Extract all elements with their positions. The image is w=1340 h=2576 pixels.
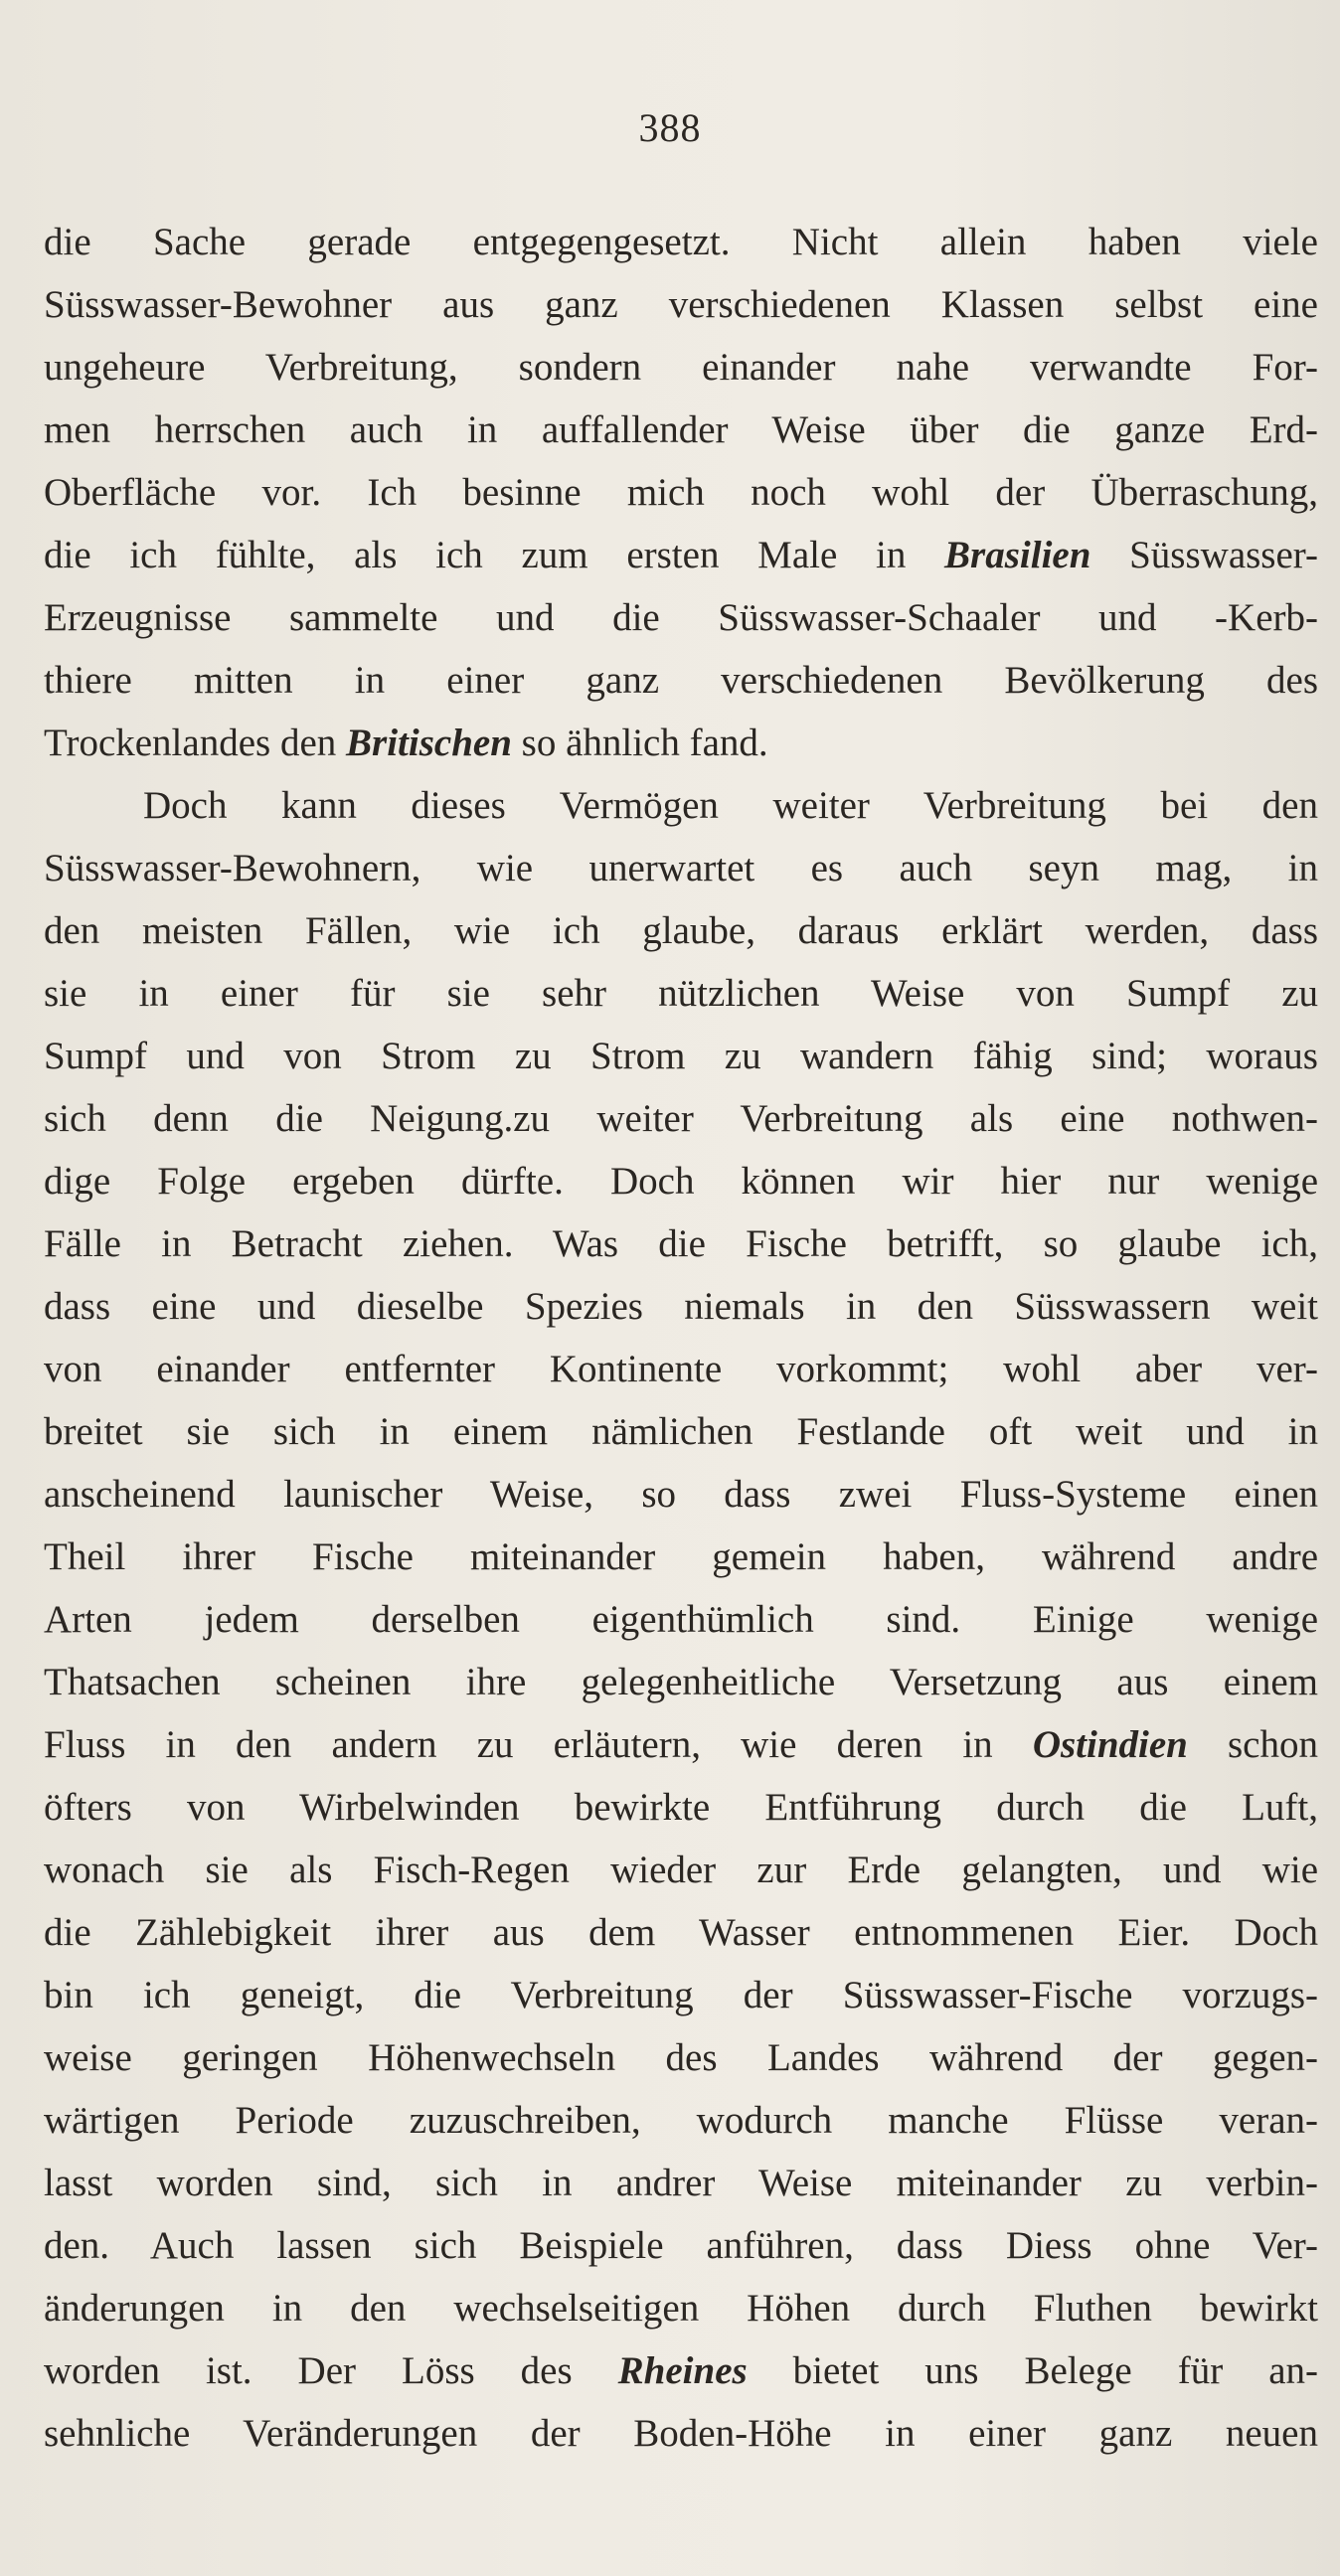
text-segment: Erzeugnisse sammelte und die Süsswasser-Schaaler und -Kerb- (44, 596, 1318, 639)
text-line (44, 712, 1318, 774)
text-line (44, 211, 1318, 273)
text-segment: von einander entfernter Kontinente vorkommt; wohl aber ver- (44, 1348, 1318, 1390)
text-segment: thiere mitten in einer ganz verschiedenen Bevölkerung des (44, 659, 1318, 702)
text-segment: sich denn die Neigung.zu weiter Verbreitung als eine nothwen- (44, 1097, 1318, 1140)
text-segment: Arten jedem derselben eigenthümlich sind. Einige wenige (44, 1598, 1318, 1641)
text-line (44, 2026, 1318, 2089)
text-line (44, 2402, 1318, 2465)
text-line (44, 1776, 1318, 1839)
text-segment: wonach sie als Fisch-Regen wieder zur Erde gelangten, und wie (44, 1849, 1318, 1891)
page-number: 388 (638, 105, 702, 150)
text-line (44, 1338, 1318, 1400)
text-line (44, 1212, 1318, 1275)
text-segment: Sumpf und von Strom zu Strom zu wandern fähig sind; woraus (44, 1035, 1318, 1077)
text-segment: öfters von Wirbelwinden bewirkte Entführung durch die Luft, (44, 1786, 1318, 1829)
text-segment: dige Folge ergeben dürfte. Doch können wir hier nur wenige (44, 1160, 1318, 1203)
text-segment: men herrschen auch in auffallender Weise über die ganze Erd- (44, 408, 1318, 451)
text-segment: sehnliche Veränderungen der Boden-Höhe in einer ganz neuen (44, 2412, 1318, 2455)
text-segment: Trockenlandes den (44, 722, 347, 764)
text-line (44, 2152, 1318, 2214)
text-segment: die ich fühlte, als ich zum ersten Male in (44, 534, 945, 576)
text-line (44, 1901, 1318, 1964)
text-line (44, 586, 1318, 649)
text-line (44, 2089, 1318, 2152)
text-line (44, 1463, 1318, 1526)
text-segment: bietet uns Belege für an- (747, 2349, 1318, 2392)
italic-term: Britischen (346, 722, 512, 764)
text-segment: den. Auch lassen sich Beispiele anführen, dass Diess ohne Ver- (44, 2224, 1318, 2267)
text-segment: so ähnlich fand. (511, 722, 768, 764)
text-line (44, 2277, 1318, 2339)
text-segment: Fälle in Betracht ziehen. Was die Fische betrifft, so glaube ich, (44, 1222, 1318, 1265)
text-segment: Süsswasser- (1090, 534, 1318, 576)
text-segment: schon (1187, 1723, 1318, 1766)
italic-term: Rheines (617, 2349, 748, 2392)
italic-term: Ostindien (1032, 1723, 1188, 1766)
text-line (44, 1964, 1318, 2026)
text-segment: Süsswasser-Bewohnern, wie unerwartet es auch seyn mag, in (44, 847, 1318, 889)
text-line (44, 2339, 1318, 2402)
text-line (44, 1025, 1318, 1087)
italic-term: Brasilien (944, 534, 1091, 576)
text-line (44, 774, 1318, 837)
text-line (44, 399, 1318, 461)
text-segment: worden ist. Der Löss des (44, 2349, 618, 2392)
text-segment: bin ich geneigt, die Verbreitung der Süsswasser-Fische vorzugs- (44, 1974, 1318, 2016)
text-line (44, 461, 1318, 524)
text-line (44, 524, 1318, 586)
text-segment: Fluss in den andern zu erläutern, wie deren in (44, 1723, 1033, 1766)
text-segment: Thatsachen scheinen ihre gelegenheitliche Versetzung aus einem (44, 1661, 1318, 1703)
text-line (44, 899, 1318, 962)
text-segment: die Sache gerade entgegengesetzt. Nicht allein haben viele (44, 221, 1318, 263)
text-line (44, 1839, 1318, 1901)
text-line (44, 962, 1318, 1025)
text-segment: die Zählebigkeit ihrer aus dem Wasser entnommenen Eier. Doch (44, 1911, 1318, 1954)
text-segment: ungeheure Verbreitung, sondern einander nahe verwandte For- (44, 346, 1318, 389)
text-line (44, 1651, 1318, 1713)
text-segment: wärtigen Periode zuzuschreiben, wodurch manche Flüsse veran- (44, 2099, 1318, 2142)
text-segment: weise geringen Höhenwechseln des Landes während der gegen- (44, 2036, 1318, 2079)
text-segment: Oberfläche vor. Ich besinne mich noch wohl der Überraschung, (44, 471, 1318, 514)
text-line (44, 837, 1318, 899)
body-text (44, 211, 1318, 2465)
text-segment: lasst worden sind, sich in andrer Weise miteinander zu verbin- (44, 2162, 1318, 2204)
text-segment: dass eine und dieselbe Spezies niemals in den Süsswassern weit (44, 1285, 1318, 1328)
text-line (44, 1275, 1318, 1338)
text-line (44, 336, 1318, 399)
text-line (44, 273, 1318, 336)
text-segment: Doch kann dieses Vermögen weiter Verbreitung bei den (143, 784, 1318, 827)
text-segment: anscheinend launischer Weise, so dass zwei Fluss-Systeme einen (44, 1473, 1318, 1516)
text-line (44, 1150, 1318, 1212)
text-line (44, 1400, 1318, 1463)
text-line (44, 1087, 1318, 1150)
text-segment: Süsswasser-Bewohner aus ganz verschiedenen Klassen selbst eine (44, 283, 1318, 326)
text-segment: änderungen in den wechselseitigen Höhen durch Fluthen bewirkt (44, 2287, 1318, 2330)
text-line (44, 649, 1318, 712)
text-line (44, 1526, 1318, 1588)
text-segment: Theil ihrer Fische miteinander gemein haben, während andre (44, 1535, 1318, 1578)
text-line (44, 2214, 1318, 2277)
text-line (44, 1588, 1318, 1651)
text-segment: breitet sie sich in einem nämlichen Festlande oft weit und in (44, 1410, 1318, 1453)
text-segment: sie in einer für sie sehr nützlichen Weise von Sumpf zu (44, 972, 1318, 1015)
text-line (44, 1713, 1318, 1776)
text-segment: den meisten Fällen, wie ich glaube, daraus erklärt werden, dass (44, 909, 1318, 952)
